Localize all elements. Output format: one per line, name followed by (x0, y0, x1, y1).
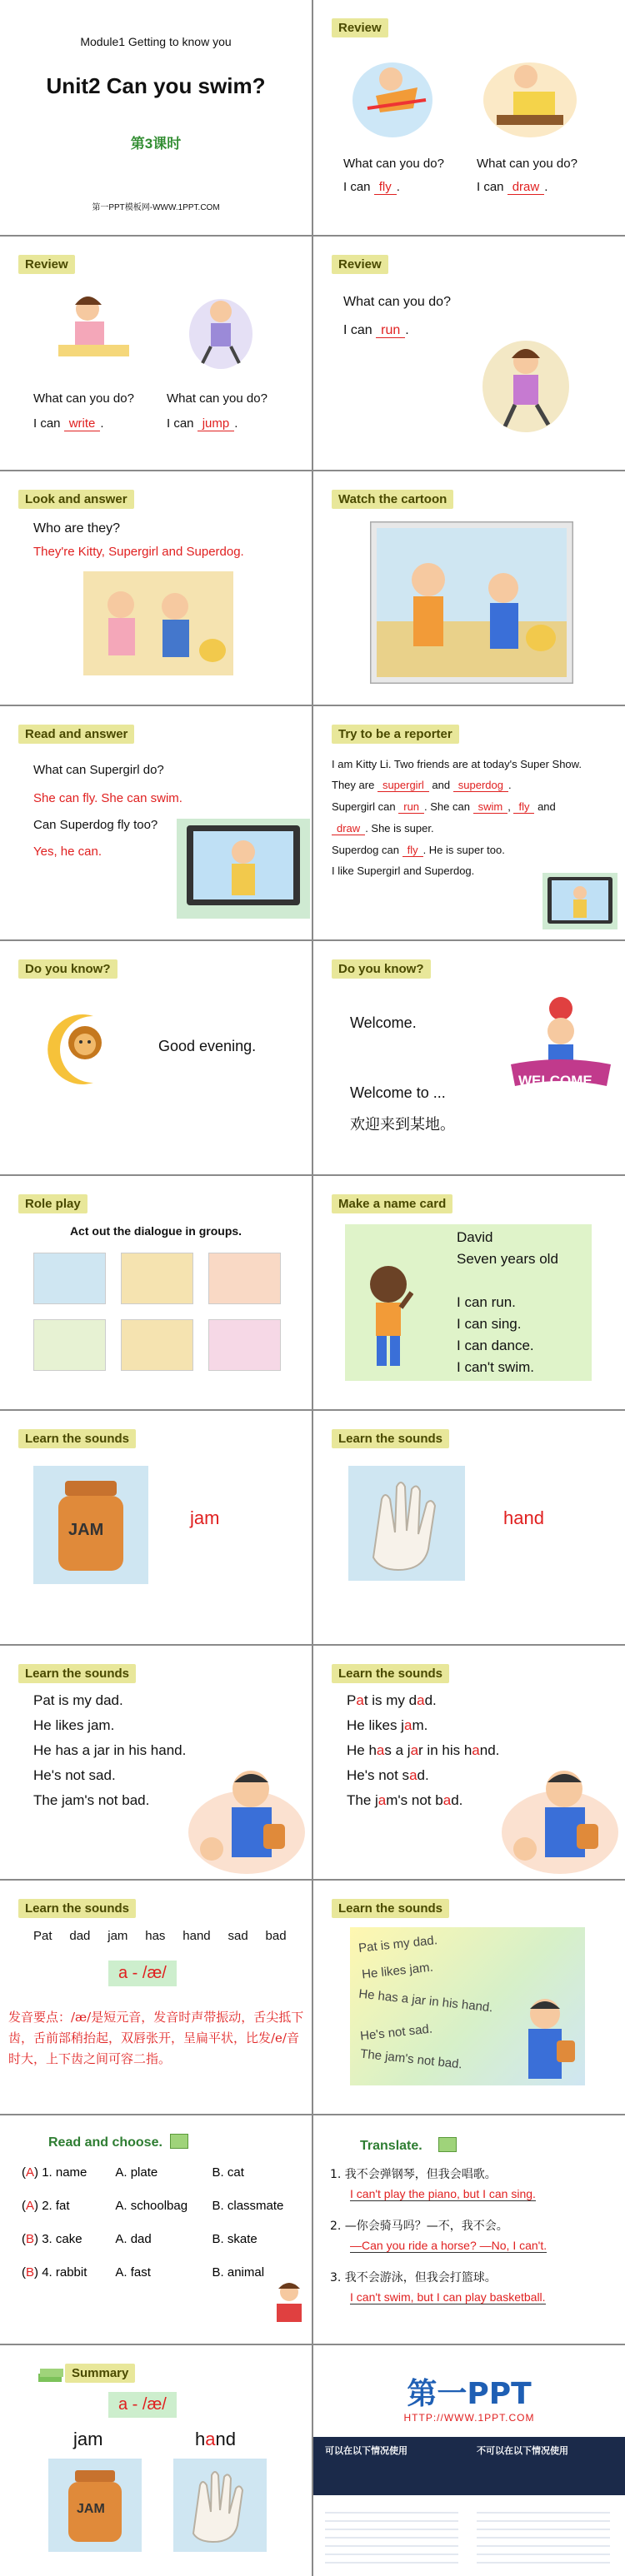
slide-sound-jam[interactable] (0, 1411, 312, 1644)
chant-line-1 (347, 1692, 437, 1709)
jar-label: JAM (68, 1521, 104, 1539)
pronunciation-note: 发音要点：/æ/是短元音，发音时声带振动，舌尖抵下齿，舌前部稍抬起，双唇张开，呈扁平状，比发/e/音时大，上下齿之间可容二指。 (8, 2010, 304, 2066)
slide-sound-poster[interactable] (313, 1881, 625, 2114)
chant-line-5 (347, 1792, 462, 1809)
answer-draw: draw (508, 180, 545, 195)
highlighted-letter: a (410, 1742, 419, 1758)
poster-line: He likes jam. (361, 1960, 434, 1982)
chant-text: The j (347, 1792, 378, 1808)
card-line-2: Seven years old (457, 1251, 558, 1267)
jam-jar-illustration (48, 2459, 142, 2552)
phrase-welcome-to: Welcome to ... (350, 1084, 446, 1101)
translate-answer-2: —Can you ride a horse? —No, I can't. (350, 2239, 548, 2252)
logo-url: HTTP://WWW.1PPT.COM (403, 2412, 535, 2424)
answer-letter: B (26, 2232, 35, 2246)
blank-fly-2: fly (402, 844, 423, 857)
lesson-label: 第3课时 (130, 136, 182, 152)
answer-jump: jump (198, 416, 235, 431)
choice-row[interactable]: (A) 1. name A. plate B. cat (22, 2165, 244, 2180)
chant-line-3 (347, 1742, 499, 1759)
sound-word: jam (190, 1507, 220, 1528)
card-line-6: I can dance. (457, 1338, 534, 1353)
link-list-left (325, 2505, 458, 2569)
question-1: What can you do? (33, 391, 134, 406)
highlighted-letter: a (403, 1717, 412, 1733)
card-line-5: I can sing. (457, 1316, 522, 1332)
characters-illustration (83, 571, 233, 675)
phrase: Good evening. (158, 1038, 257, 1054)
dad-with-jar-illustration (188, 1757, 305, 1874)
summary-word-hand: hand (195, 2429, 236, 2449)
chant-text: He likes j (347, 1717, 404, 1733)
choice-row[interactable]: (A) 2. fat A. schoolbag B. classmate (22, 2199, 284, 2213)
card-line-7: I can't swim. (457, 1359, 534, 1375)
card-line-4: I can run. (457, 1294, 516, 1310)
phonic-box: a - /æ/ (108, 1961, 177, 1986)
unit-title: Unit2 Can you swim? (46, 73, 266, 98)
question-1: What can you do? (343, 157, 444, 171)
answer-1: She can fly. She can swim. (33, 791, 182, 805)
dad-with-jar-illustration (502, 1757, 618, 1874)
exercise-title: Translate. (360, 2139, 422, 2153)
chant-line-2: He likes jam. (33, 1717, 115, 1733)
chant-text: s a j (384, 1742, 411, 1758)
book-icon (438, 2137, 457, 2152)
poster-line: He has a jar in his hand. (358, 1986, 494, 2015)
question-2: What can you do? (167, 391, 268, 406)
section-tag: Role play (18, 1194, 88, 1213)
chant-line-4 (347, 1767, 429, 1784)
right-heading: 不可以在以下情况使用 (477, 2445, 568, 2456)
section-tag: Try to be a reporter (332, 725, 459, 744)
poster-line: He's not sad. (359, 2021, 433, 2044)
tv-illustration (177, 819, 310, 919)
section-tag: Learn the sounds (332, 1429, 449, 1448)
summary-word-jam: jam (73, 2429, 103, 2449)
chant-text: d. (424, 1692, 437, 1708)
hand-illustration (348, 1466, 465, 1581)
thumbnail (33, 1253, 106, 1304)
slide-look-and-answer[interactable] (0, 471, 312, 705)
blank-superdog: superdog (453, 779, 508, 792)
slide-title[interactable] (0, 0, 312, 235)
question: Who are they? (33, 521, 121, 536)
section-tag: Summary (65, 2364, 135, 2383)
section-tag: Learn the sounds (18, 1899, 136, 1918)
translate-answer-1: I can't play the piano, but I can sing. (350, 2187, 536, 2200)
report-line-5: Superdog can fly . He is super too. (332, 844, 505, 856)
chant-line-5: The jam's not bad. (33, 1792, 150, 1808)
slide-review-1[interactable] (313, 0, 625, 235)
highlighted-letter: a (442, 1792, 452, 1808)
slide-watch-cartoon[interactable] (313, 471, 625, 705)
answer-2: Yes, he can. (33, 845, 102, 859)
left-heading: 可以在以下情况使用 (325, 2445, 408, 2456)
section-tag: Look and answer (18, 490, 134, 509)
logo-text: 第一PPT (407, 2377, 532, 2411)
poster-line: The jam's not bad. (359, 2046, 463, 2072)
chant-line-1: Pat is my dad. (33, 1692, 123, 1708)
boy-jumping-illustration (188, 288, 254, 371)
girl-writing-illustration (50, 288, 133, 371)
blank-supergirl: supergirl (378, 779, 429, 792)
chant-line-3: He has a jar in his hand. (33, 1742, 187, 1758)
exercise-title: Read and choose. (48, 2135, 162, 2150)
blank-swim: swim (473, 800, 508, 814)
blank-draw: draw (332, 822, 365, 835)
answer-run: run (376, 323, 405, 338)
dad-illustration (505, 1991, 580, 2082)
slide-reporter[interactable] (313, 706, 625, 939)
slide-review-2[interactable] (0, 237, 312, 470)
slide-read-and-answer[interactable] (0, 706, 312, 939)
answer-line-2: I can draw . (477, 180, 548, 194)
chant-text: nd. (479, 1742, 500, 1758)
report-line-2: They are supergirl and superdog . (332, 779, 512, 791)
poster-line: Pat is my dad. (358, 1933, 438, 1956)
answer-line-2: I can jump . (167, 416, 238, 431)
card-line-1: David (457, 1229, 493, 1245)
slide-summary[interactable] (0, 2345, 312, 2576)
book-icon (170, 2134, 188, 2149)
slide-translate[interactable] (313, 2115, 625, 2344)
highlighted-letter: a (472, 1742, 480, 1758)
answer-line-1: I can fly . (343, 180, 400, 194)
boy-waving-illustration (363, 1259, 413, 1376)
money-stack-icon (37, 2362, 65, 2385)
slide-sound-hand[interactable] (313, 1411, 625, 1644)
question-2: Can Superdog fly too? (33, 818, 158, 832)
poster (350, 1927, 585, 2085)
answer-fly: fly (374, 180, 397, 195)
slide-read-and-choose[interactable] (0, 2115, 312, 2344)
highlighted-letter: a (409, 1767, 418, 1783)
slide-phonic-rule[interactable] (0, 1881, 312, 2114)
answer-write: write (64, 416, 101, 431)
answer-line: I can run . (343, 323, 409, 337)
highlighted-letter: a (356, 1692, 364, 1708)
footer-text: 第一PPT模板网-WWW.1PPT.COM (92, 203, 220, 212)
slide-role-play[interactable] (0, 1176, 312, 1409)
section-tag: Learn the sounds (332, 1664, 449, 1683)
thumbnail (121, 1253, 193, 1304)
answer: They're Kitty, Supergirl and Superdog. (33, 545, 244, 559)
answer-letter: A (26, 2199, 35, 2213)
highlighted-letter: a (417, 1692, 425, 1708)
question-1: What can Supergirl do? (33, 763, 164, 777)
highlighted-letter: a (376, 1742, 385, 1758)
girl-drawing-illustration (480, 50, 580, 142)
slide-do-you-know-2[interactable] (313, 941, 625, 1174)
phrase-chinese: 欢迎来到某地。 (350, 1116, 455, 1134)
section-tag: Make a name card (332, 1194, 452, 1213)
section-tag: Learn the sounds (18, 1664, 136, 1683)
section-tag: Review (332, 18, 388, 37)
chant-text: He's not s (347, 1767, 410, 1783)
section-tag: Review (332, 255, 388, 274)
slide-do-you-know-1[interactable] (0, 941, 312, 1174)
chant-text: P (347, 1692, 357, 1708)
blank-run: run (398, 800, 424, 814)
answer-letter: B (26, 2265, 35, 2280)
chant-text: m. (412, 1717, 428, 1733)
thumbnail (33, 1319, 106, 1371)
tv-small-illustration (542, 873, 618, 929)
translate-question-1: 1. 我不会弹钢琴，但我会唱歌。 (330, 2168, 497, 2181)
section-tag: Do you know? (18, 959, 118, 979)
slide-review-3[interactable] (313, 237, 625, 470)
jar-label: JAM (77, 2502, 105, 2516)
section-tag: Do you know? (332, 959, 431, 979)
welcome-banner-text: WELCOME (518, 1073, 592, 1089)
girl-reading-illustration (270, 2279, 308, 2329)
chant-text: t is my d (363, 1692, 418, 1708)
question-2: What can you do? (477, 157, 578, 171)
module-label: Module1 Getting to know you (80, 35, 232, 48)
chant-text: d. (417, 1767, 429, 1783)
link-list-right (477, 2505, 610, 2569)
chant-text: m's not b (386, 1792, 443, 1808)
thumbnail (121, 1319, 193, 1371)
cartoon-video-frame[interactable] (370, 521, 573, 684)
report-line-1: I am Kitty Li. Two friends are at today's Super Show. (332, 758, 582, 770)
hand-icon (348, 1466, 465, 1581)
blank-fly: fly (513, 800, 534, 814)
section-tag: Learn the sounds (18, 1429, 136, 1448)
hand-illustration (173, 2459, 267, 2552)
moon-lion-illustration (43, 1008, 118, 1091)
choice-row[interactable]: (B) 3. cake A. dad B. skate (22, 2232, 258, 2246)
choice-row[interactable]: (B) 4. rabbit A. fast B. animal (22, 2265, 265, 2280)
slide-sound-chant[interactable] (0, 1646, 312, 1879)
section-tag: Review (18, 255, 75, 274)
slide-sound-chant-highlighted[interactable] (313, 1646, 625, 1879)
slide-name-card[interactable] (313, 1176, 625, 1409)
chant-text: d. (451, 1792, 463, 1808)
report-line-4: draw . She is super. (332, 822, 434, 835)
chant-text: r in his h (418, 1742, 472, 1758)
answer-line-1: I can write . (33, 416, 104, 431)
question: What can you do? (343, 295, 451, 309)
chant-text: He h (347, 1742, 377, 1758)
answer-letter: A (26, 2165, 35, 2180)
girl-running-illustration (480, 328, 572, 436)
thumbnail (208, 1319, 281, 1371)
translate-question-3: 3. 我不会游泳，但我会打篮球。 (330, 2271, 497, 2285)
phrase-welcome: Welcome. (350, 1014, 417, 1031)
section-tag: Read and answer (18, 725, 134, 744)
slide-logo-end[interactable] (313, 2345, 625, 2576)
chant-line-4: He's not sad. (33, 1767, 116, 1783)
word-list: Pat dad jam has hand sad bad (33, 1929, 287, 1943)
section-tag: Learn the sounds (332, 1899, 449, 1918)
report-line-3: Supergirl can run . She can swim , fly and (332, 800, 556, 813)
jam-jar-illustration (33, 1466, 148, 1584)
translate-answer-3: I can't swim, but I can play basketball. (350, 2290, 546, 2304)
report-line-6: I like Supergirl and Superdog. (332, 864, 475, 877)
section-tag: Watch the cartoon (332, 490, 453, 509)
hand-icon (173, 2459, 267, 2552)
thumbnail (208, 1253, 281, 1304)
highlighted-letter: a (378, 1792, 387, 1808)
sound-word: hand (503, 1507, 544, 1528)
phonic-box: a - /æ/ (108, 2392, 177, 2418)
instruction: Act out the dialogue in groups. (69, 1224, 242, 1238)
chant-line-2 (347, 1717, 428, 1734)
thumbnail-grid (33, 1253, 283, 1378)
boy-flying-illustration (351, 50, 434, 142)
translate-question-2: 2. —你会骑马吗？—不，我不会。 (330, 2220, 508, 2233)
